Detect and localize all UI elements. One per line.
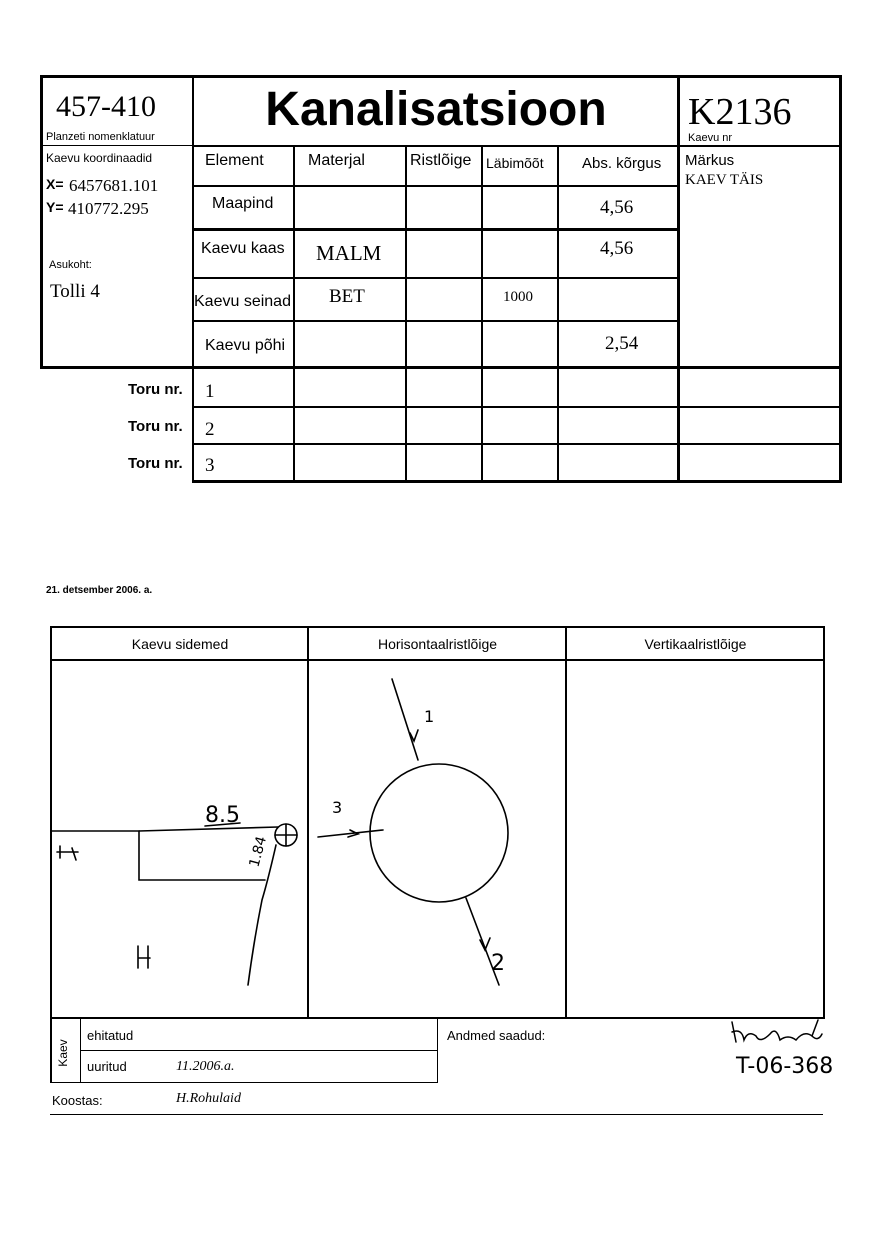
row-element-cover: Kaevu kaas [201, 240, 285, 257]
row-height-bottom: 2,54 [605, 333, 639, 354]
pipe-number: 3 [205, 455, 215, 476]
col-header-element: Element [205, 152, 264, 169]
row-element-bottom: Kaevu põhi [205, 337, 286, 354]
pipe-label: Toru nr. [128, 381, 183, 398]
row-element-ground: Maapind [212, 195, 274, 212]
panel-header-vertical: Vertikaalristlõige [644, 636, 747, 652]
built-label: ehitatud [87, 1028, 134, 1043]
remarks-header: Märkus [685, 152, 735, 169]
compiled-label: Koostas: [52, 1093, 103, 1108]
compiled-value: H.Rohulaid [176, 1091, 241, 1106]
panel-header-horizontal: Horisontaalristlõige [377, 636, 498, 652]
x-value: 6457681.101 [69, 176, 159, 195]
form-title: Kanalisatsioon [265, 83, 607, 136]
location-value: Tolli 4 [50, 281, 100, 302]
coords-label: Kaevu koordinaadid [46, 151, 153, 165]
pipe-number: 1 [205, 381, 215, 402]
remarks-value: KAEV TÄIS [685, 172, 764, 188]
row-height-ground: 4,56 [600, 197, 634, 218]
document-date: 21. detsember 2006. a. [46, 585, 153, 596]
row-diameter-walls: 1000 [503, 289, 533, 305]
footer-side-label: Kaev [56, 1039, 70, 1067]
x-label: X= [46, 176, 64, 192]
row-element-walls: Kaevu seinad [194, 293, 291, 310]
well-number: K2136 [688, 91, 792, 133]
pipe-number: 2 [205, 419, 215, 440]
checked-value: 11.2006.a. [176, 1059, 235, 1074]
y-label: Y= [46, 199, 64, 215]
hand-label-dist1: 8.5 [205, 803, 240, 828]
pipe-label: Toru nr. [128, 455, 183, 472]
well-number-label: Kaevu nr [688, 132, 733, 144]
pipe-label: Toru nr. [128, 418, 183, 435]
col-header-abs-height: Abs. kõrgus [582, 155, 662, 172]
hand-label-pipe3: 3 [332, 798, 343, 817]
hand-label-pipe2: 2 [491, 951, 505, 976]
location-label: Asukoht: [49, 259, 92, 271]
col-header-material: Materjal [308, 152, 365, 169]
data-source-label: Andmed saadud: [447, 1028, 546, 1043]
y-value: 410772.295 [68, 199, 149, 218]
data-source-value: T-06-368 [736, 1054, 834, 1079]
plan-number-label: Planzeti nomenklatuur [46, 131, 155, 143]
hand-label-dist2: 1.84 [246, 834, 271, 869]
row-height-cover: 4,56 [600, 238, 634, 259]
checked-label: uuritud [87, 1059, 127, 1074]
row-material-walls: BET [329, 286, 365, 307]
row-material-cover: MALM [316, 241, 382, 265]
panel-header-connections: Kaevu sidemed [131, 636, 229, 652]
plan-number: 457-410 [56, 90, 156, 123]
hand-label-pipe1: 1 [424, 707, 435, 726]
col-header-cross-section: Ristlõige [410, 152, 472, 169]
col-header-diameter: Läbimõõt [486, 155, 544, 171]
